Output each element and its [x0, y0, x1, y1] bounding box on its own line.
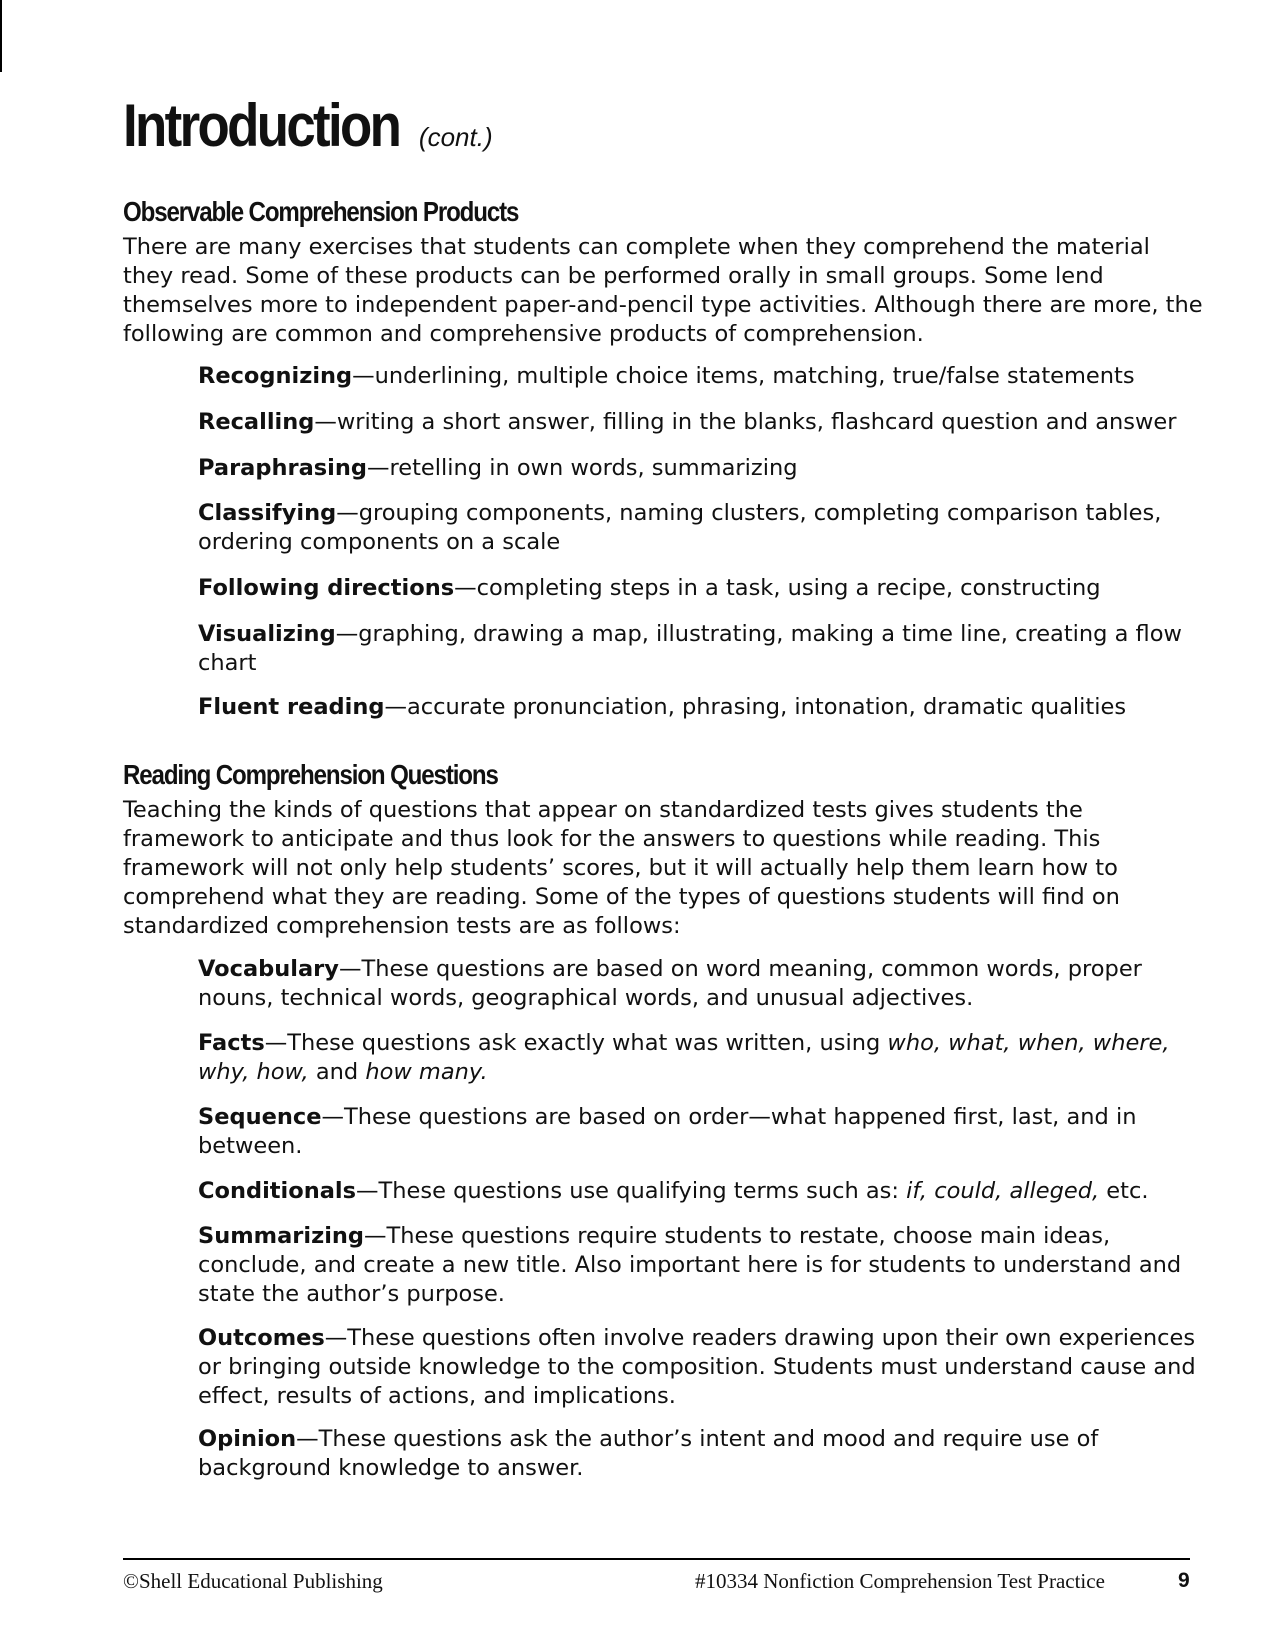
footer-book-title: #10334 Nonfiction Comprehension Test Practice	[695, 1569, 1105, 1593]
list-item: Outcomes—These questions often involve readers drawing upon their own experiences or bringing outside knowledge to the composition. Students must understand cause and effect, results of actions, and implications.	[198, 1325, 1196, 1409]
title-suffix: (cont.)	[418, 122, 493, 152]
list-item: Recalling—writing a short answer, filling in the blanks, flashcard question and answer	[198, 409, 1177, 435]
list-item: Fluent reading—accurate pronunciation, phrasing, intonation, dramatic qualities	[198, 694, 1127, 720]
page-number: 9	[1178, 1569, 1190, 1592]
list-item: Opinion—These questions ask the author’s intent and mood and require use of background knowledge to answer.	[198, 1426, 1099, 1481]
title-text: Introduction	[123, 92, 400, 159]
list-item: Conditionals—These questions use qualifying terms such as: if, could, alleged, etc.	[198, 1178, 1149, 1204]
list-item: Facts—These questions ask exactly what was written, using who, what, when, where, why, how, and how many.	[198, 1030, 1170, 1085]
list-item: Visualizing—graphing, drawing a map, illustrating, making a time line, creating a flow chart	[198, 621, 1182, 676]
section-intro-questions: Teaching the kinds of questions that appear on standardized tests gives students the framework to anticipate and thus look for the answers to questions while reading. This framework will not only help students’ scores, but it will actually help them learn how to comprehend what they are reading. Some of the types of questions students will find on standardized comprehension tests are as follows:	[123, 797, 1120, 939]
list-item: Summarizing—These questions require students to restate, choose main ideas, conclude, and create a new title. Also important here is for students to understand and state the author’s purpose.	[198, 1223, 1182, 1307]
list-item: Vocabulary—These questions are based on word meaning, common words, proper nouns, technical words, geographical words, and unusual adjectives.	[198, 956, 1142, 1011]
margin-mark	[0, 0, 2, 72]
list-item: Recognizing—underlining, multiple choice items, matching, true/false statements	[198, 363, 1135, 389]
list-item: Following directions—completing steps in a task, using a recipe, constructing	[198, 575, 1101, 601]
section-heading-products: Observable Comprehension Products	[123, 196, 519, 227]
section-intro-products: There are many exercises that students can complete when they comprehend the material they read. Some of these products can be performed orally in small groups. Some lend themselves more to independent paper-and-pencil type activities. Although there are more, the following are common and comprehensive products of comprehension.	[123, 234, 1203, 347]
footer-publisher: ©Shell Educational Publishing	[123, 1569, 383, 1593]
list-item: Classifying—grouping components, naming clusters, completing comparison tables, ordering components on a scale	[198, 500, 1162, 555]
list-item: Sequence—These questions are based on order—what happened first, last, and in between.	[198, 1104, 1137, 1159]
page-title	[123, 92, 493, 159]
section-heading-questions: Reading Comprehension Questions	[123, 759, 498, 790]
footer-divider	[123, 1558, 1190, 1560]
list-item: Paraphrasing—retelling in own words, summarizing	[198, 455, 798, 481]
